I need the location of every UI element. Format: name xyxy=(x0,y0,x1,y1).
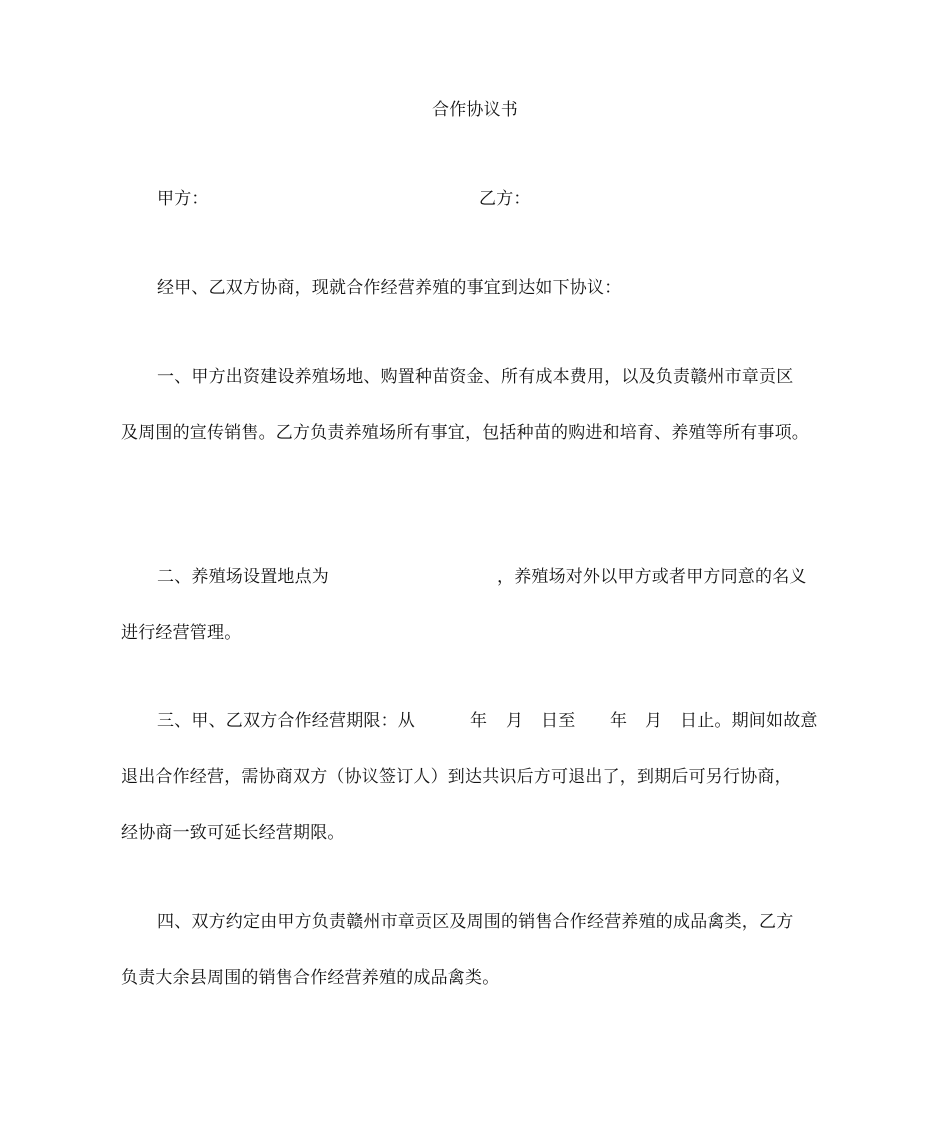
clause-3-day-2: 日止。期间如故意 xyxy=(680,711,818,731)
clause-1-line-2: 及周围的宣传销售。乙方负责养殖场所有事宜，包括种苗的购进和培育、养殖等所有事项。 xyxy=(121,423,809,443)
party-b-label: 乙方： xyxy=(479,189,531,209)
clause-3-day-1: 日至 xyxy=(541,711,576,731)
clause-3-line-3: 经协商一致可延长经营期限。 xyxy=(121,823,345,843)
document-title: 合作协议书 xyxy=(432,100,518,120)
party-a-label: 甲方： xyxy=(157,189,209,209)
clause-3-month-1: 月 xyxy=(506,711,524,731)
clause-4-line-2: 负责大余县周围的销售合作经营养殖的成品禽类。 xyxy=(121,968,500,988)
clause-2-line-1-part-2: ，养殖场对外以甲方或者甲方同意的名义 xyxy=(497,567,807,587)
clause-1-line-1: 一、甲方出资建设养殖场地、购置种苗资金、所有成本费用，以及负责赣州市章贡区 xyxy=(157,367,794,387)
clause-2-line-1-part-1: 二、养殖场设置地点为 xyxy=(157,567,329,587)
clause-3-year-2: 年 xyxy=(610,711,628,731)
intro-paragraph: 经甲、乙双方协商，现就合作经营养殖的事宜到达如下协议： xyxy=(157,278,622,298)
clause-3-line-2: 退出合作经营，需协商双方（协议签订人）到达共识后方可退出了，到期后可另行协商， xyxy=(121,767,792,787)
clause-3-year-1: 年 xyxy=(470,711,488,731)
clause-3-month-2: 月 xyxy=(645,711,663,731)
clause-4-line-1: 四、双方约定由甲方负责赣州市章贡区及周围的销售合作经营养殖的成品禽类，乙方 xyxy=(157,912,794,932)
clause-2-line-2: 进行经营管理。 xyxy=(121,623,242,643)
clause-3-line-1-part-1: 三、甲、乙双方合作经营期限：从 xyxy=(157,711,415,731)
